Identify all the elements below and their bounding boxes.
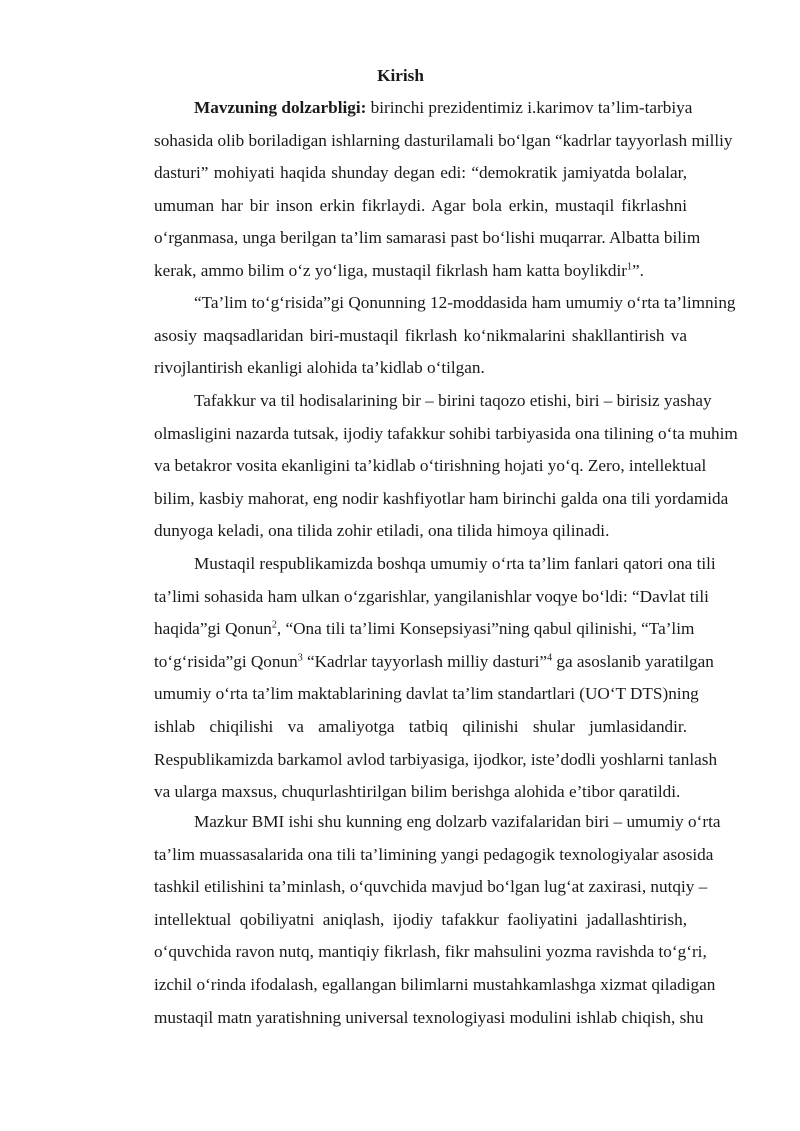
text-line: va ularga maxsus, chuqurlashtirilgan bilim berishga alohida e’tibor qaratildi. — [154, 782, 681, 802]
text-line: haqida”gi Qonun$^2$, “Ona tili ta’limi Konsepsiyasi”ning qabul qilinishi, “Ta’lim — [154, 619, 695, 639]
text-line: Mazkur BMI ishi shu kunning eng dolzarb vazifalaridan biri – umumiy o‘rta — [194, 812, 721, 831]
text-line: o‘quvchida ravon nutq, mantiqiy fikrlash, fikr mahsulini yozma ravishda to‘g‘ri, — [154, 942, 707, 962]
footnote-ref[interactable]: 2 — [271, 619, 277, 631]
text-line: mustaqil matn yaratishning universal texnologiyasi modulini ishlab chiqish, shu — [154, 1007, 704, 1027]
text-line: Tafakkur va til hodisalarining bir – birini taqozo etishi, biri – birisiz yashay — [194, 391, 712, 410]
text-line: ishlab chiqilishi va amaliyotga tatbiq qilinishi shular jumlasidandir. — [154, 716, 687, 736]
text-line: sohasida olib boriladigan ishlarning dasturilamali bo‘lgan “kadrlar tayyorlash milliy — [154, 130, 733, 150]
text-line: umuman har bir inson erkin fikrlaydi. Agar bola erkin, mustaqil fikrlashni — [154, 195, 687, 215]
text-line: dunyoga keladi, ona tilida zohir etiladi, ona tilida himoya qilinadi. — [154, 521, 610, 541]
text-line: Mustaqil respublikamizda boshqa umumiy o‘rta ta’lim fanlari qatori ona tili — [194, 554, 716, 573]
text-line: kerak, ammo bilim o‘z yo‘liga, mustaqil fikrlash ham katta boylikdir$^1$”. — [154, 260, 644, 280]
paragraph-purpose — [114, 806, 721, 1034]
footnote-ref[interactable]: 4 — [547, 652, 553, 664]
text-line: bilim, kasbiy mahorat, eng nodir kashfiyotlar ham birinchi galda ona tili yordamida — [154, 488, 729, 508]
text-line: Mavzuning dolzarbligi: birinchi prezidentimiz i.karimov ta’lim-tarbiya — [194, 98, 693, 117]
footnote-ref[interactable]: 1 — [627, 261, 633, 273]
text-line: umumiy o‘rta ta’lim maktablarining davlat ta’lim standartlari (UO‘T DTS)ning — [154, 684, 699, 704]
footnote-ref[interactable]: 3 — [297, 652, 303, 664]
lead-label: Mavzuning dolzarbligi: — [194, 98, 367, 117]
text-line: ta’lim muassasalarida ona tili ta’limining yangi pedagogik texnologiyalar asosida — [154, 844, 714, 864]
text-line: ta’limi sohasida ham ulkan o‘zgarishlar, yangilanishlar voqye bo‘ldi: “Davlat tili — [154, 586, 709, 606]
paragraph-thinking — [114, 385, 738, 548]
text-line: asosiy maqsadlaridan biri-mustaqil fikrlash ko‘nikmalarini shakllantirish va — [154, 325, 687, 345]
text-line: tashkil etilishini ta’minlash, o‘quvchida mavjud bo‘lgan lug‘at zaxirasi, nutqiy – — [154, 877, 708, 897]
text-line: Respublikamizda barkamol avlod tarbiyasiga, ijodkor, iste’dodli yoshlarni tanlash — [154, 749, 718, 769]
text-line: izchil o‘rinda ifodalash, egallangan bilimlarni mustahkamlashga xizmat qiladigan — [154, 974, 716, 994]
page-title: Kirish — [377, 66, 424, 85]
text-line: to‘g‘risida”gi Qonun$^3$ “Kadrlar tayyorlash milliy dasturi”$^4$ ga asoslanib yaratilgan — [154, 651, 714, 671]
text-line: va betakror vosita ekanligini ta’kidlab o‘tirishning hojati yo‘q. Zero, intellektual — [154, 456, 707, 476]
paragraph-law — [114, 287, 736, 385]
text-line: olmasligini nazarda tutsak, ijodiy tafakkur sohibi tarbiyasida ona tilining o‘ta muhim — [154, 423, 738, 443]
text-line: dasturi” mohiyati haqida shunday degan edi: “demokratik jamiyatda bolalar, — [154, 163, 687, 183]
paragraph-reforms — [114, 548, 718, 809]
text-line: rivojlantirish ekanligi alohida ta’kidlab o‘tilgan. — [154, 358, 485, 378]
paragraph-relevance — [114, 92, 733, 288]
text-line: o‘rganmasa, unga berilgan ta’lim samarasi past bo‘lishi muqarrar. Albatta bilim — [154, 228, 701, 248]
text-line: intellektual qobiliyatni aniqlash, ijodiy tafakkur faoliyatini jadallashtirish, — [154, 909, 687, 929]
text-line: “Ta’lim to‘g‘risida”gi Qonunning 12-moddasida ham umumiy o‘rta ta’limning — [194, 293, 736, 312]
